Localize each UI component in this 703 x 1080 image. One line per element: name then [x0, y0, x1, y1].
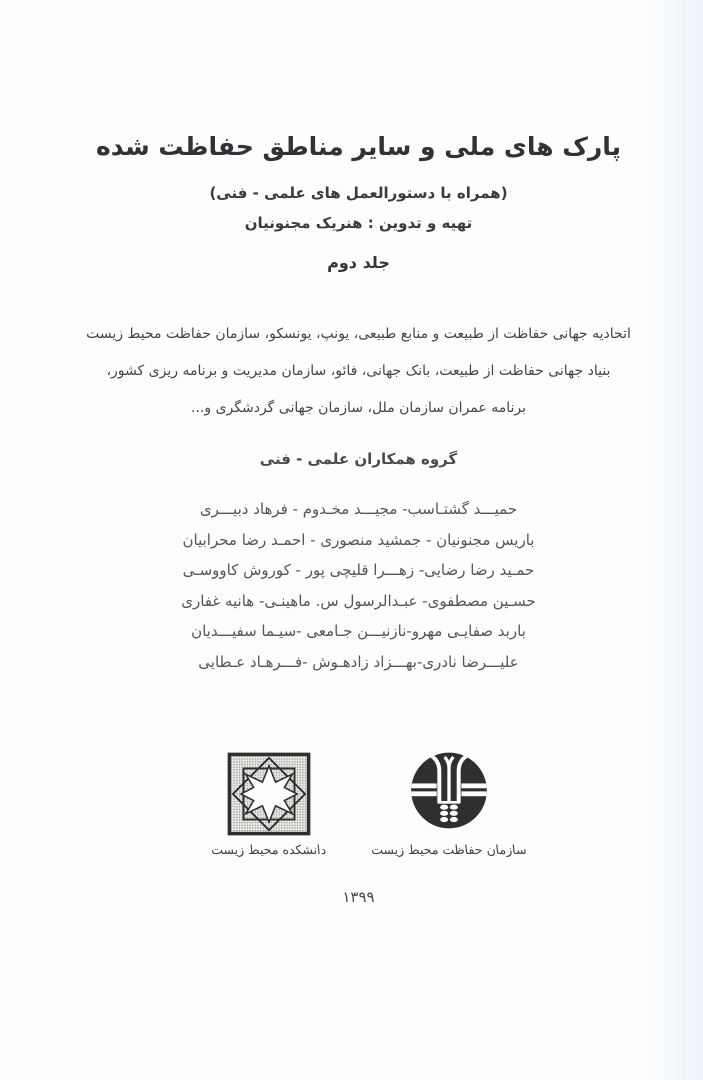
collaborators-line-6: علیـــرضا نادری-بهـــزاد زادهـوش -فـــرهـاد عـطایی — [198, 652, 519, 671]
book-title: پارک های ملی و سایر مناطق حفاظت شده — [95, 132, 622, 161]
publication-year: ۱۳۹۹ — [342, 888, 375, 906]
collaborators-line-2: باریس مجنونیان - جمشید منصوری - احمـد رضا محرابیان — [182, 530, 535, 549]
collaborators-line-1: حمیـــد گشتـاسب- مجیـــد مخـدوم - فرهاد دبیـــری — [199, 500, 518, 518]
prepared-by-line: تهیه و تدوین : هنریک مجنونیان — [244, 214, 473, 232]
faculty-of-environment-column — [194, 750, 344, 857]
department-of-environment-column — [370, 750, 527, 857]
organizations-line-3: برنامه عمران سازمان ملل، سازمان جهانی گردشگری و... — [191, 400, 526, 416]
collaborators-list — [14, 494, 703, 677]
book-subtitle: (همراه با دستورالعمل های علمی - فنی) — [209, 184, 508, 202]
organizations-line-2: بنیاد جهانی حفاظت از طبیعت، بانک جهانی، فائو، سازمان مدیریت و برنامه ریزی کشور، — [106, 363, 611, 379]
collaborators-heading: گروه همکاران علمی - فنی — [259, 450, 458, 468]
volume-label: جلد دوم — [327, 253, 390, 272]
department-of-environment-caption: سازمان حفاظت محیط زیست — [370, 842, 527, 857]
collaborators-line-4: حسـین مصطفوی- عبـدالرسول س. ماهینـی- هانیه غفاری — [181, 591, 536, 610]
supporting-organizations — [14, 316, 703, 427]
faculty-of-environment-logo-icon — [225, 750, 313, 838]
publisher-logos — [14, 750, 703, 857]
organizations-line-1: اتحادیه جهانی حفاظت از طبیعت و منابع طبیعی، یونپ، یونسکو، سازمان حفاظت محیط زیست — [86, 326, 631, 342]
collaborators-line-3: حمـید رضا رضایی- زهـــرا قلیچی پور - کوروش کاووسـی — [182, 561, 535, 579]
collaborators-line-5: باربد صفایـی مهرو-نازنیـــن جـامعی -سیـما سفیـــدیان — [191, 622, 526, 640]
faculty-of-environment-caption: دانشکده محیط زیست — [210, 842, 327, 857]
department-of-environment-logo-icon — [405, 750, 493, 838]
